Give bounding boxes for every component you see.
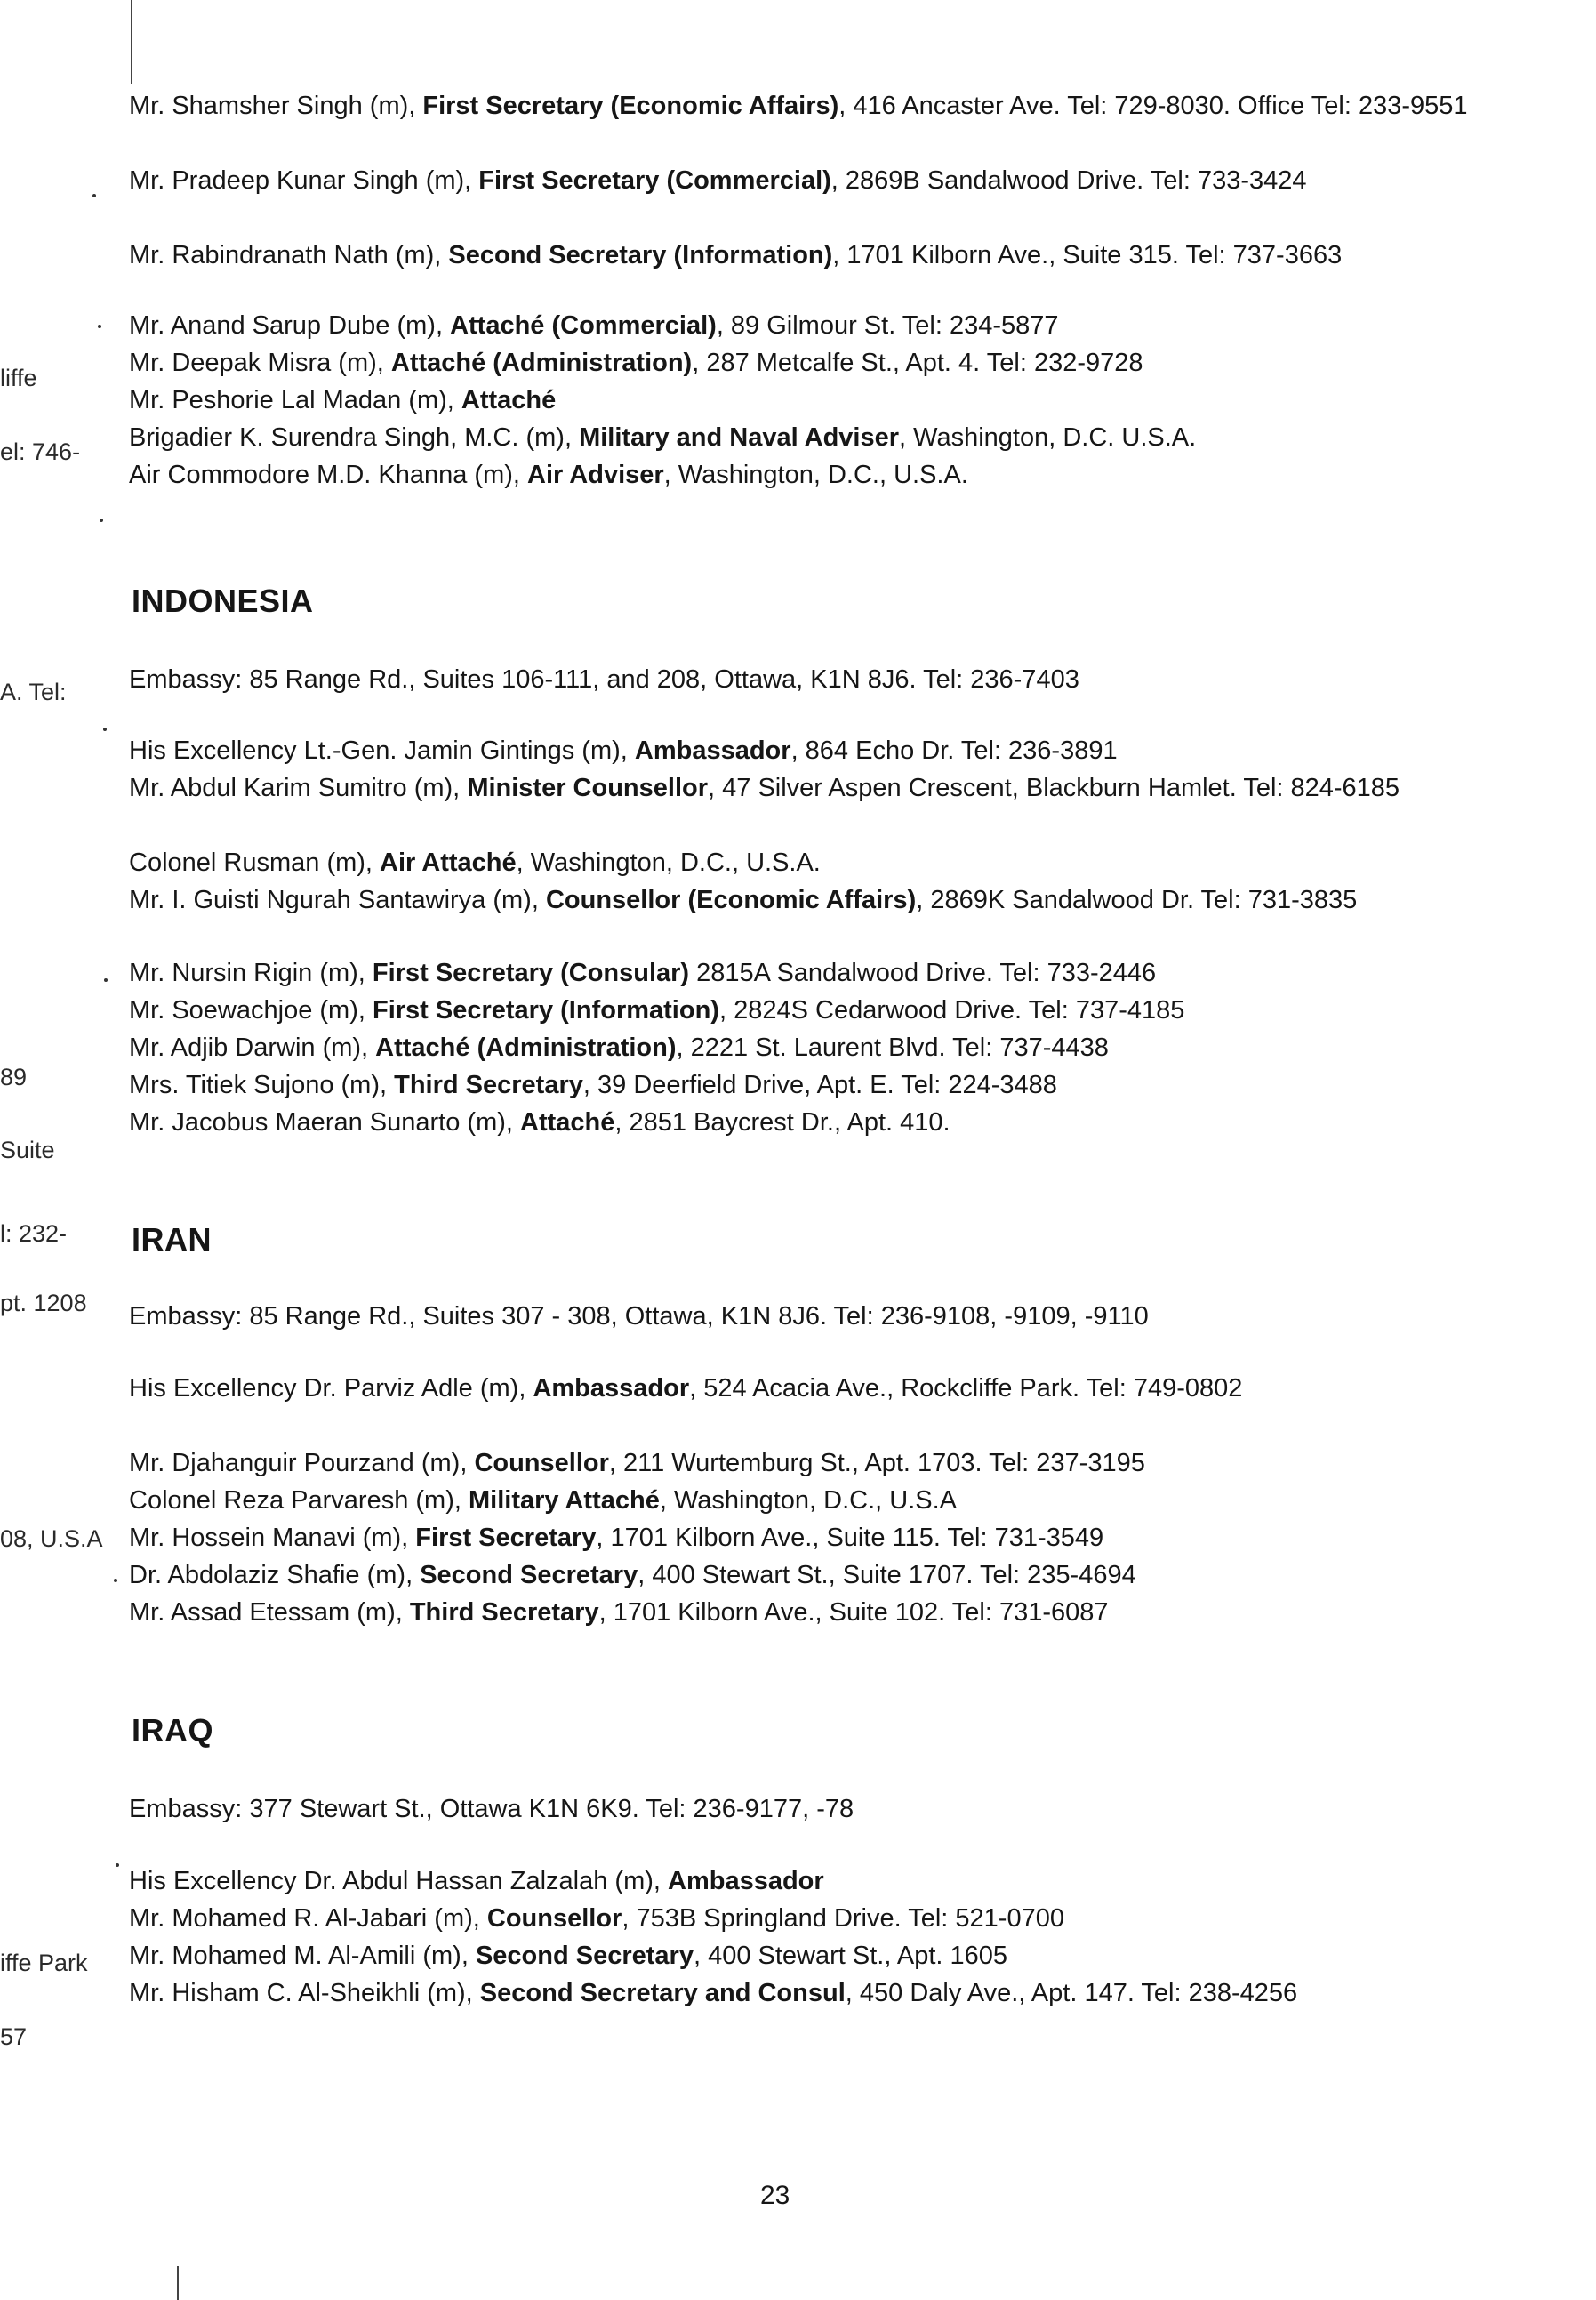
staff-details: , 2869K Sandalwood Dr. Tel: 731-3835 xyxy=(916,886,1358,914)
left-fragment: liffe xyxy=(0,365,37,391)
staff-title: Third Secretary xyxy=(394,1071,583,1099)
staff-details: , Washington, D.C., U.S.A. xyxy=(663,461,968,489)
staff-title: Counsellor xyxy=(474,1449,609,1477)
staff-details: , 47 Silver Aspen Crescent, Blackburn Hamlet. Tel: 824-6185 xyxy=(708,774,1400,802)
left-fragment: Suite xyxy=(0,1137,55,1163)
staff-title: Air Adviser xyxy=(527,461,664,489)
staff-name: Colonel Rusman (m), xyxy=(129,848,381,877)
staff-name: Mr. Hossein Manavi (m), xyxy=(129,1524,416,1552)
staff-title: Attaché (Commercial) xyxy=(450,311,717,340)
staff-entry xyxy=(129,87,1472,125)
staff-name: Mr. Adjib Darwin (m), xyxy=(129,1033,376,1062)
staff-title: Attaché (Administration) xyxy=(375,1033,677,1062)
staff-details: , Washington, D.C., U.S.A xyxy=(659,1486,958,1515)
left-fragment: 89 xyxy=(0,1064,28,1090)
staff-name: Mr. Hisham C. Al-Sheikhli (m), xyxy=(129,1979,480,2007)
staff-entry xyxy=(129,456,1472,494)
staff-name: Mr. Djahanguir Pourzand (m), xyxy=(129,1449,475,1477)
staff-details: , 287 Metcalfe St., Apt. 4. Tel: 232-9728 xyxy=(692,349,1143,377)
embassy-address: Embassy: 85 Range Rd., Suites 106-111, and 208, Ottawa, K1N 8J6. Tel: 236-7403 xyxy=(129,665,1079,694)
staff-entry xyxy=(129,732,1472,769)
staff-title: Attaché xyxy=(520,1108,615,1137)
staff-name: Mrs. Titiek Sujono (m), xyxy=(129,1071,395,1099)
staff-details: , 2824S Cedarwood Drive. Tel: 737-4185 xyxy=(718,996,1185,1025)
page-number: 23 xyxy=(760,2181,790,2210)
speck xyxy=(103,728,107,731)
staff-title: First Secretary (Commercial) xyxy=(478,166,831,195)
staff-name: Mr. Rabindranath Nath (m), xyxy=(129,241,449,269)
staff-details: , 89 Gilmour St. Tel: 234-5877 xyxy=(716,311,1059,340)
staff-name: His Excellency Lt.-Gen. Jamin Gintings (m), xyxy=(129,736,635,765)
staff-name: Air Commodore M.D. Khanna (m), xyxy=(129,461,528,489)
staff-entry xyxy=(129,1556,1472,1594)
staff-name: Mr. Anand Sarup Dube (m), xyxy=(129,311,451,340)
staff-name: Mr. Soewachjoe (m), xyxy=(129,996,373,1025)
staff-entry xyxy=(129,1370,1472,1407)
staff-details: , 2221 St. Laurent Blvd. Tel: 737-4438 xyxy=(676,1033,1109,1062)
staff-details: , 39 Deerfield Drive, Apt. E. Tel: 224-3488 xyxy=(582,1071,1057,1099)
staff-details: , 400 Stewart St., Apt. 1605 xyxy=(693,1942,1008,1970)
staff-entry xyxy=(129,1594,1472,1631)
staff-name: Mr. Abdul Karim Sumitro (m), xyxy=(129,774,468,802)
left-fragment: pt. 1208 xyxy=(0,1290,87,1316)
staff-title: Attaché (Administration) xyxy=(390,349,693,377)
staff-entry xyxy=(129,992,1472,1029)
staff-details: , 753B Springland Drive. Tel: 521-0700 xyxy=(622,1904,1064,1933)
speck xyxy=(104,978,108,982)
staff-entry xyxy=(129,1937,1472,1974)
staff-entry xyxy=(129,1900,1472,1937)
staff-details: , 2869B Sandalwood Drive. Tel: 733-3424 xyxy=(830,166,1307,195)
staff-title: Military Attaché xyxy=(468,1486,660,1515)
staff-entry xyxy=(129,162,1472,199)
staff-details: , 2851 Baycrest Dr., Apt. 410. xyxy=(614,1108,950,1137)
embassy-address: Embassy: 377 Stewart St., Ottawa K1N 6K9. Tel: 236-9177, -78 xyxy=(129,1795,854,1823)
staff-details: 2815A Sandalwood Drive. Tel: 733-2446 xyxy=(689,959,1157,987)
staff-name: His Excellency Dr. Parviz Adle (m), xyxy=(129,1374,533,1403)
staff-details: , 524 Acacia Ave., Rockcliffe Park. Tel: 749-0802 xyxy=(689,1374,1243,1403)
country-heading-iraq: IRAQ xyxy=(132,1712,213,1749)
staff-entry xyxy=(129,769,1472,807)
speck xyxy=(98,325,101,328)
staff-details: , 416 Ancaster Ave. Tel: 729-8030. Office Tel: 233-9551 xyxy=(838,92,1468,120)
margin-mark-bottom xyxy=(177,2266,179,2300)
staff-entry xyxy=(129,382,1472,419)
staff-name: Mr. Nursin Rigin (m), xyxy=(129,959,373,987)
staff-entry xyxy=(129,1066,1472,1104)
staff-entry xyxy=(129,954,1472,992)
left-fragment: iffe Park xyxy=(0,1950,88,1976)
staff-entry xyxy=(129,1444,1472,1482)
staff-name: Colonel Reza Parvaresh (m), xyxy=(129,1486,469,1515)
staff-title: Second Secretary xyxy=(475,1942,694,1970)
staff-name: Mr. Jacobus Maeran Sunarto (m), xyxy=(129,1108,520,1137)
left-fragment: A. Tel: xyxy=(0,679,67,705)
staff-title: Second Secretary and Consul xyxy=(479,1979,846,2007)
staff-entry xyxy=(129,1519,1472,1556)
staff-name: Mr. Assad Etessam (m), xyxy=(129,1598,410,1627)
staff-entry xyxy=(129,1104,1472,1141)
staff-name: Mr. I. Guisti Ngurah Santawirya (m), xyxy=(129,886,546,914)
left-fragment: el: 746- xyxy=(0,438,81,465)
staff-title: First Secretary (Information) xyxy=(372,996,719,1025)
staff-title: First Secretary (Consular) xyxy=(372,959,690,987)
margin-mark-top xyxy=(131,0,132,84)
staff-entry xyxy=(129,419,1472,456)
speck xyxy=(116,1863,119,1867)
staff-entry xyxy=(129,344,1472,382)
staff-title: Counsellor (Economic Affairs) xyxy=(545,886,917,914)
speck xyxy=(100,519,103,522)
staff-name: Brigadier K. Surendra Singh, M.C. (m), xyxy=(129,423,580,452)
staff-entry xyxy=(129,1029,1472,1066)
staff-name: Dr. Abdolaziz Shafie (m), xyxy=(129,1561,421,1589)
left-fragment: 08, U.S.A xyxy=(0,1525,103,1552)
staff-name: Mr. Mohamed M. Al-Amili (m), xyxy=(129,1942,476,1970)
staff-entry xyxy=(129,1862,1472,1900)
staff-title: First Secretary xyxy=(415,1524,597,1552)
staff-name: Mr. Deepak Misra (m), xyxy=(129,349,391,377)
staff-details: , 400 Stewart St., Suite 1707. Tel: 235-4694 xyxy=(638,1561,1136,1589)
speck xyxy=(114,1579,117,1582)
staff-title: Military and Naval Adviser xyxy=(579,423,900,452)
staff-name: Mr. Shamsher Singh (m), xyxy=(129,92,423,120)
staff-title: Attaché xyxy=(461,386,557,414)
staff-title: Second Secretary xyxy=(420,1561,638,1589)
staff-details: , 1701 Kilborn Ave., Suite 102. Tel: 731-6087 xyxy=(598,1598,1109,1627)
staff-name: Mr. Peshorie Lal Madan (m), xyxy=(129,386,461,414)
staff-entry xyxy=(129,237,1472,274)
staff-details: , 450 Daly Ave., Apt. 147. Tel: 238-4256 xyxy=(845,1979,1298,2007)
staff-title: Air Attaché xyxy=(380,848,517,877)
country-heading-iran: IRAN xyxy=(132,1221,212,1258)
embassy-address: Embassy: 85 Range Rd., Suites 307 - 308, Ottawa, K1N 8J6. Tel: 236-9108, -9109, -9110 xyxy=(129,1302,1149,1331)
left-fragment: 57 xyxy=(0,2023,28,2050)
staff-entry xyxy=(129,881,1472,919)
staff-title: Counsellor xyxy=(486,1904,622,1933)
staff-details: , 211 Wurtemburg St., Apt. 1703. Tel: 237-3195 xyxy=(608,1449,1145,1477)
country-heading-indonesia: INDONESIA xyxy=(132,583,314,619)
staff-details: , 1701 Kilborn Ave., Suite 115. Tel: 731-3549 xyxy=(596,1524,1104,1552)
staff-entry xyxy=(129,307,1472,344)
staff-name: Mr. Pradeep Kunar Singh (m), xyxy=(129,166,479,195)
staff-entry xyxy=(129,844,1472,881)
staff-entry xyxy=(129,1482,1472,1519)
staff-details: , Washington, D.C., U.S.A. xyxy=(516,848,821,877)
staff-title: Ambassador xyxy=(634,736,791,765)
staff-title: Minister Counsellor xyxy=(467,774,709,802)
left-fragment: l: 232- xyxy=(0,1220,68,1247)
staff-name: His Excellency Dr. Abdul Hassan Zalzalah (m), xyxy=(129,1867,668,1895)
speck xyxy=(92,194,96,197)
staff-name: Mr. Mohamed R. Al-Jabari (m), xyxy=(129,1904,487,1933)
staff-entry xyxy=(129,1974,1472,2012)
staff-title: Ambassador xyxy=(533,1374,690,1403)
staff-title: Ambassador xyxy=(668,1867,824,1895)
staff-title: First Secretary (Economic Affairs) xyxy=(422,92,839,120)
staff-title: Second Secretary (Information) xyxy=(448,241,833,269)
staff-details: , Washington, D.C. U.S.A. xyxy=(899,423,1197,452)
staff-details: , 864 Echo Dr. Tel: 236-3891 xyxy=(790,736,1118,765)
staff-title: Third Secretary xyxy=(409,1598,599,1627)
staff-details: , 1701 Kilborn Ave., Suite 315. Tel: 737-3663 xyxy=(832,241,1343,269)
